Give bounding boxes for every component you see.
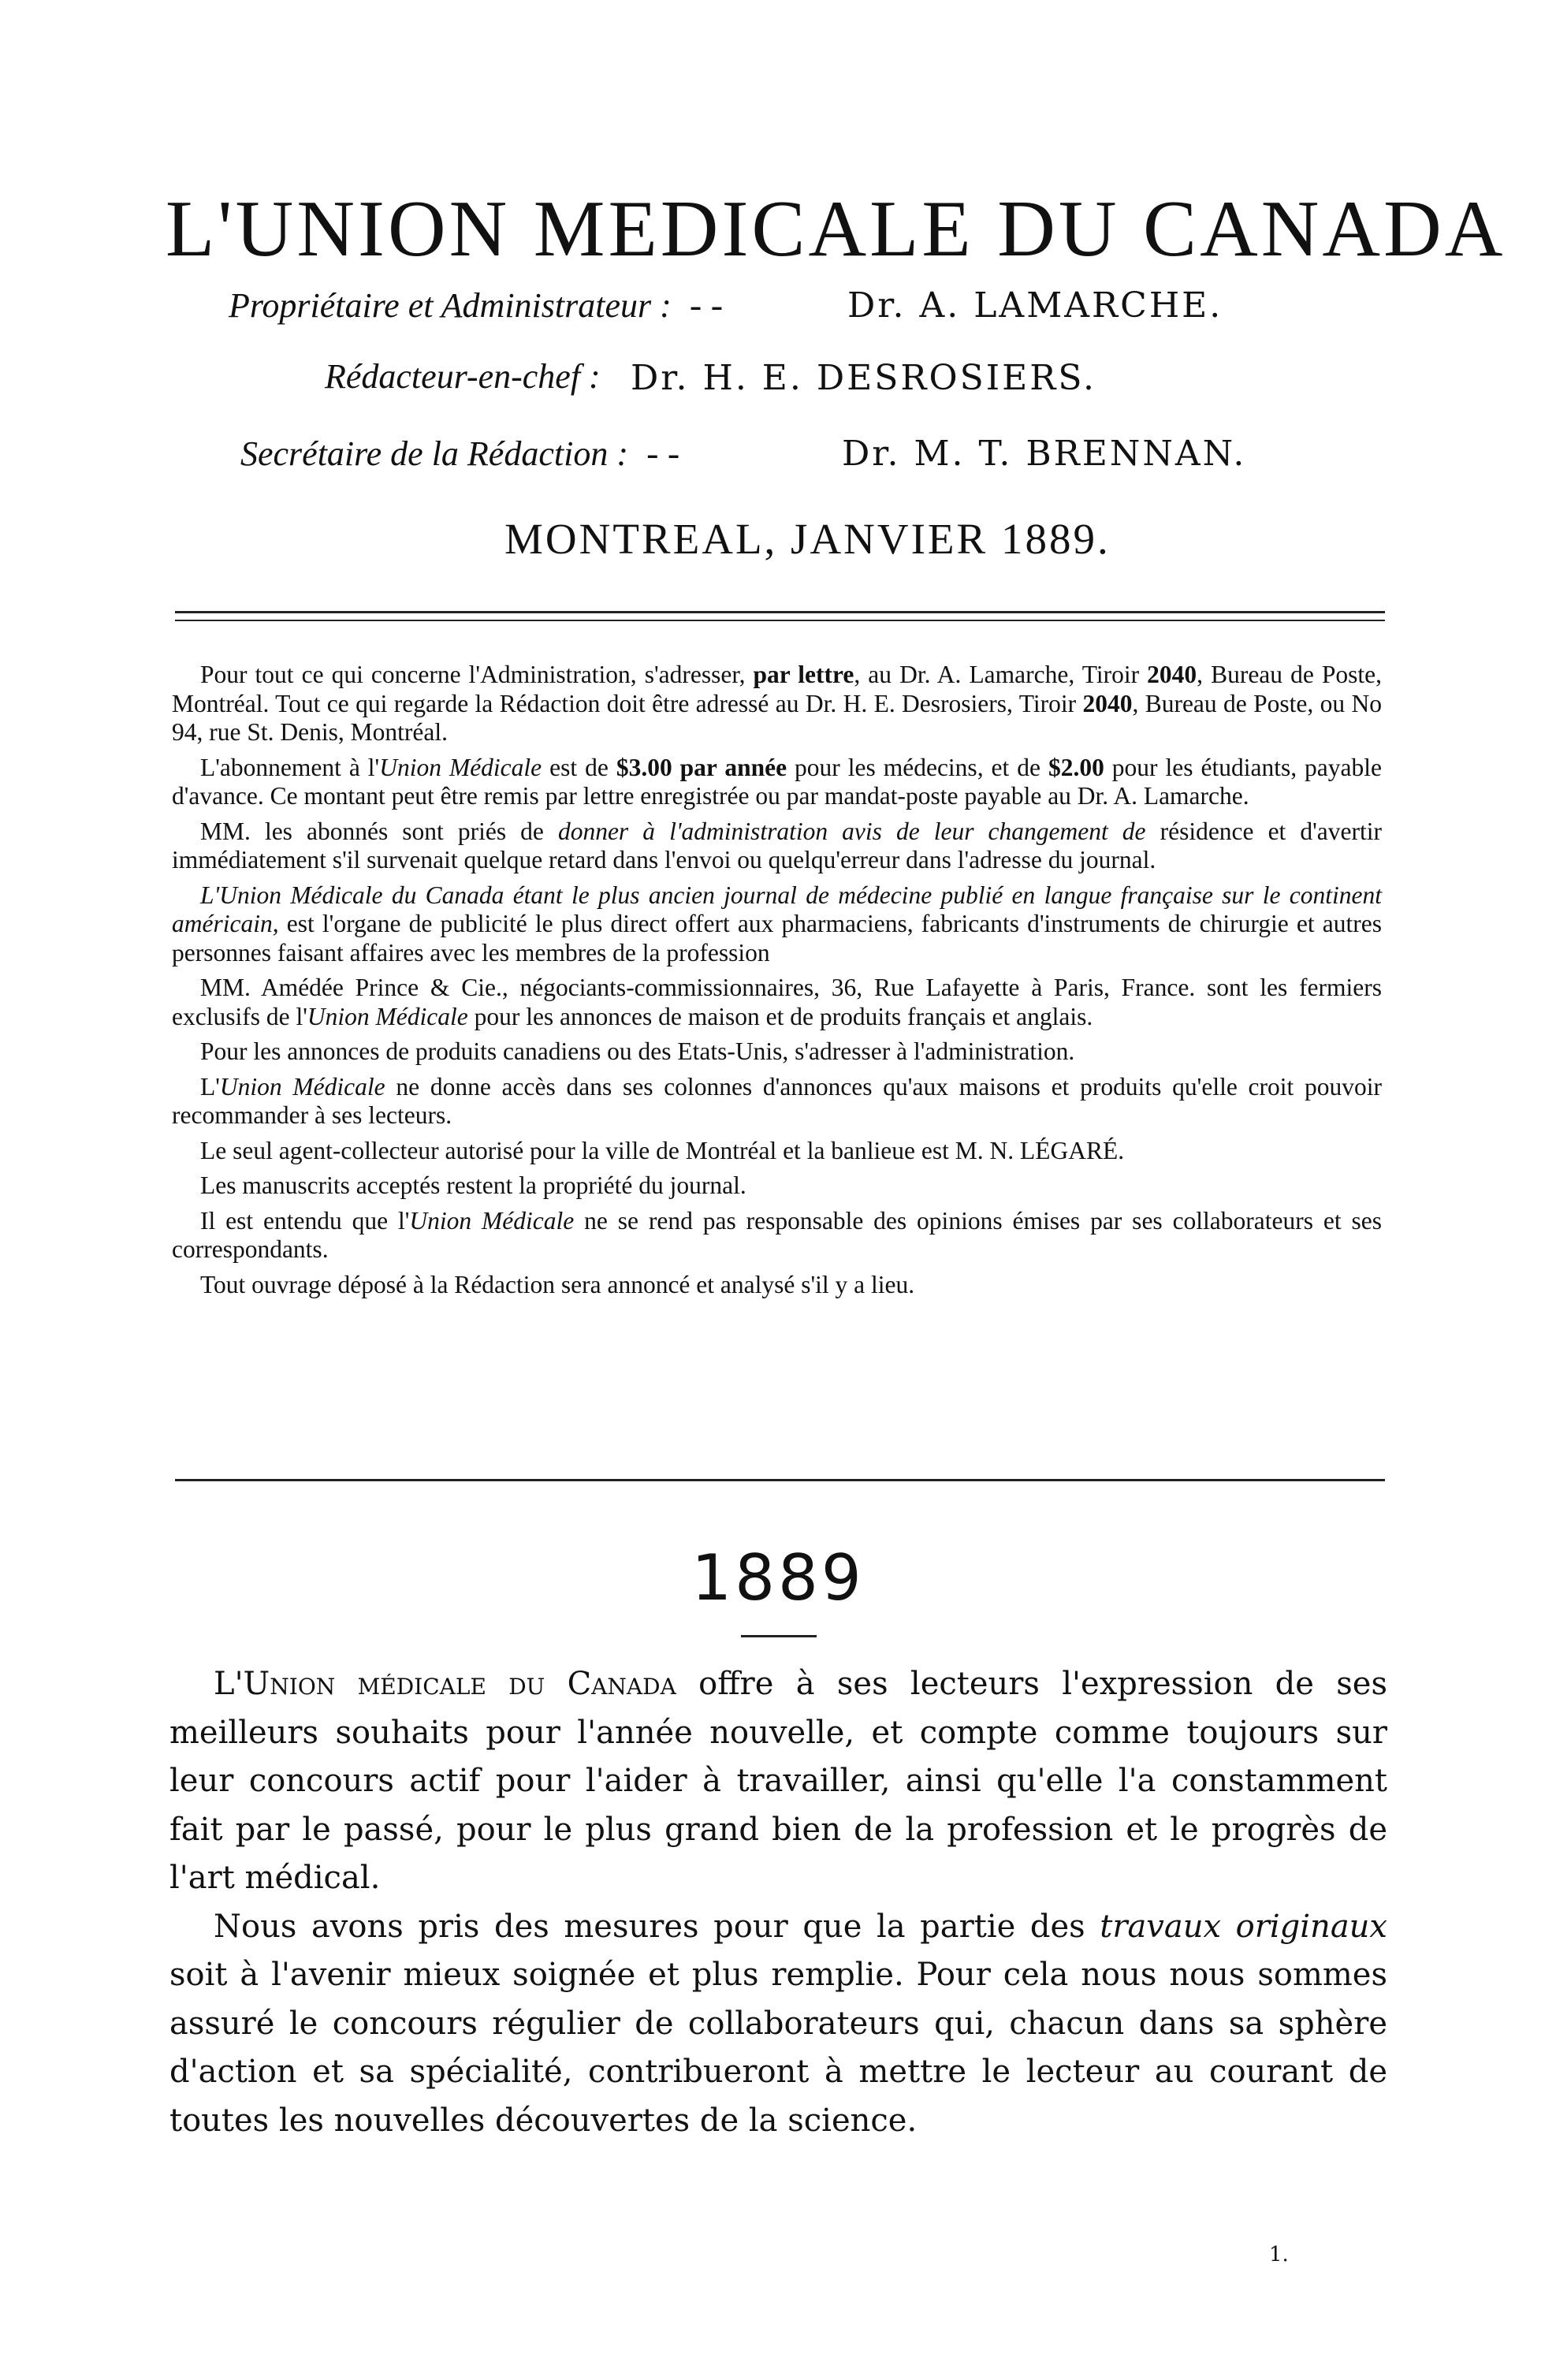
journal-name: L'Union médicale du Canada: [214, 1666, 676, 1702]
staff-role: Propriétaire et Administrateur :: [229, 286, 672, 325]
notice-administration: Pour tout ce qui concerne l'Administration, s'adresser, par lettre, au Dr. A. Lamarche, Tiroir 2040, Bureau de Poste, Montréal. Tout ce qui regarde la Rédaction doit être adressé au Dr. H. E. Desrosiers, Tiroir 2040, Bureau de Poste, ou No 94, rue St. Denis, Montréal.: [172, 661, 1383, 746]
subscription-notices: [172, 661, 1382, 1305]
notice-subscription: L'abonnement à l'Union Médicale est de $3.00 par année pour les médecins, et de $2.00 pour les étudiants, payable d'avance. Ce montant peut être remis par lettre enregistrée ou par mandat-poste payable au Dr. A. Lamarche.: [172, 753, 1383, 810]
divider-rule: [175, 611, 1385, 613]
divider-rule: [175, 620, 1385, 621]
staff-row-editor: [325, 356, 601, 397]
notice-collector: Le seul agent-collecteur autorisé pour la ville de Montréal et la banlieue est M. N. LÉGARÉ.: [200, 1136, 1125, 1164]
divider-rule: [175, 1479, 1385, 1481]
dateline: MONTREAL, JANVIER 1889.: [504, 515, 1111, 563]
staff-role: Rédacteur-en-chef :: [325, 357, 601, 396]
article-paragraph: Nous avons pris des mesures pour que la partie des travaux originaux soit à l'avenir mieux soignée et plus remplie. Pour cela nous nous sommes assuré le concours régulier de collaborateurs qui, chacun dans sa sphère d'action et sa spécialité, contribueront à mettre le lecteur au courant de toutes les nouvelles découvertes de la science.: [169, 1908, 1387, 2139]
staff-role: Secrétaire de la Rédaction :: [240, 434, 628, 473]
staff-dashes: - -: [689, 285, 724, 325]
notice-canadian-ads: Pour les annonces de produits canadiens ou des Etats-Unis, s'adresser à l'administration.: [200, 1037, 1075, 1065]
notice-paris-agents: MM. Amédée Prince & Cie., négociants-commissionnaires, 36, Rue Lafayette à Paris, France. sont les fermiers exclusifs de l'Union Médicale pour les annonces de maison et de produits français et anglais.: [172, 974, 1382, 1030]
page-mark: 1.: [1269, 2243, 1289, 2266]
notice-responsibility: Il est entendu que l'Union Médicale ne se rend pas responsable des opinions émises par ses collaborateurs et ses correspondants.: [172, 1206, 1382, 1263]
staff-name-editor: Dr. H. E. DESROSIERS.: [631, 358, 1096, 398]
notice-ad-policy: L'Union Médicale ne donne accès dans ses colonnes d'annonces qu'aux maisons et produits qu'elle croit pouvoir recommander à ses lecteurs.: [172, 1072, 1383, 1129]
heading-rule: [741, 1635, 817, 1637]
article-heading: 1889: [691, 1541, 865, 1615]
journal-title: L'UNION MEDICALE DU CANADA: [166, 184, 1506, 274]
notice-advertising: L'Union Médicale du Canada étant le plus ancien journal de médecine publié en langue française sur le continent américain, est l'organe de publicité le plus direct offert aux pharmaciens, fabricants d'instruments de chirurgie et autres personnes faisant affaires avec les membres de la profession: [172, 881, 1382, 967]
notice-manuscripts: Les manuscrits acceptés restent la propriété du journal.: [200, 1171, 746, 1199]
notice-address-change: MM. les abonnés sont priés de donner à l'administration avis de leur changement de résidence et d'avertir immédiatement s'il survenait quelque retard dans l'envoi ou quelqu'erreur dans l'adresse du journal.: [172, 817, 1382, 873]
staff-name-proprietor: Dr. A. LAMARCHE.: [847, 285, 1223, 326]
staff-name-secretary: Dr. M. T. BRENNAN.: [842, 434, 1247, 474]
article-body: [169, 1660, 1387, 2145]
staff-row-proprietor: [229, 284, 723, 326]
staff-dashes: - -: [646, 433, 680, 473]
staff-row-secretary: [240, 432, 679, 474]
notice-review: Tout ouvrage déposé à la Rédaction sera annoncé et analysé s'il y a lieu.: [200, 1270, 915, 1298]
article-paragraph: L'Union médicale du Canada offre à ses lecteurs l'expression de ses meilleurs souhaits pour l'année nouvelle, et compte comme toujours sur leur concours actif pour l'aider à travailler, ainsi qu'elle l'a constamment fait par le passé, pour le plus grand bien de la profession et le progrès de l'art médical.: [169, 1666, 1387, 1896]
